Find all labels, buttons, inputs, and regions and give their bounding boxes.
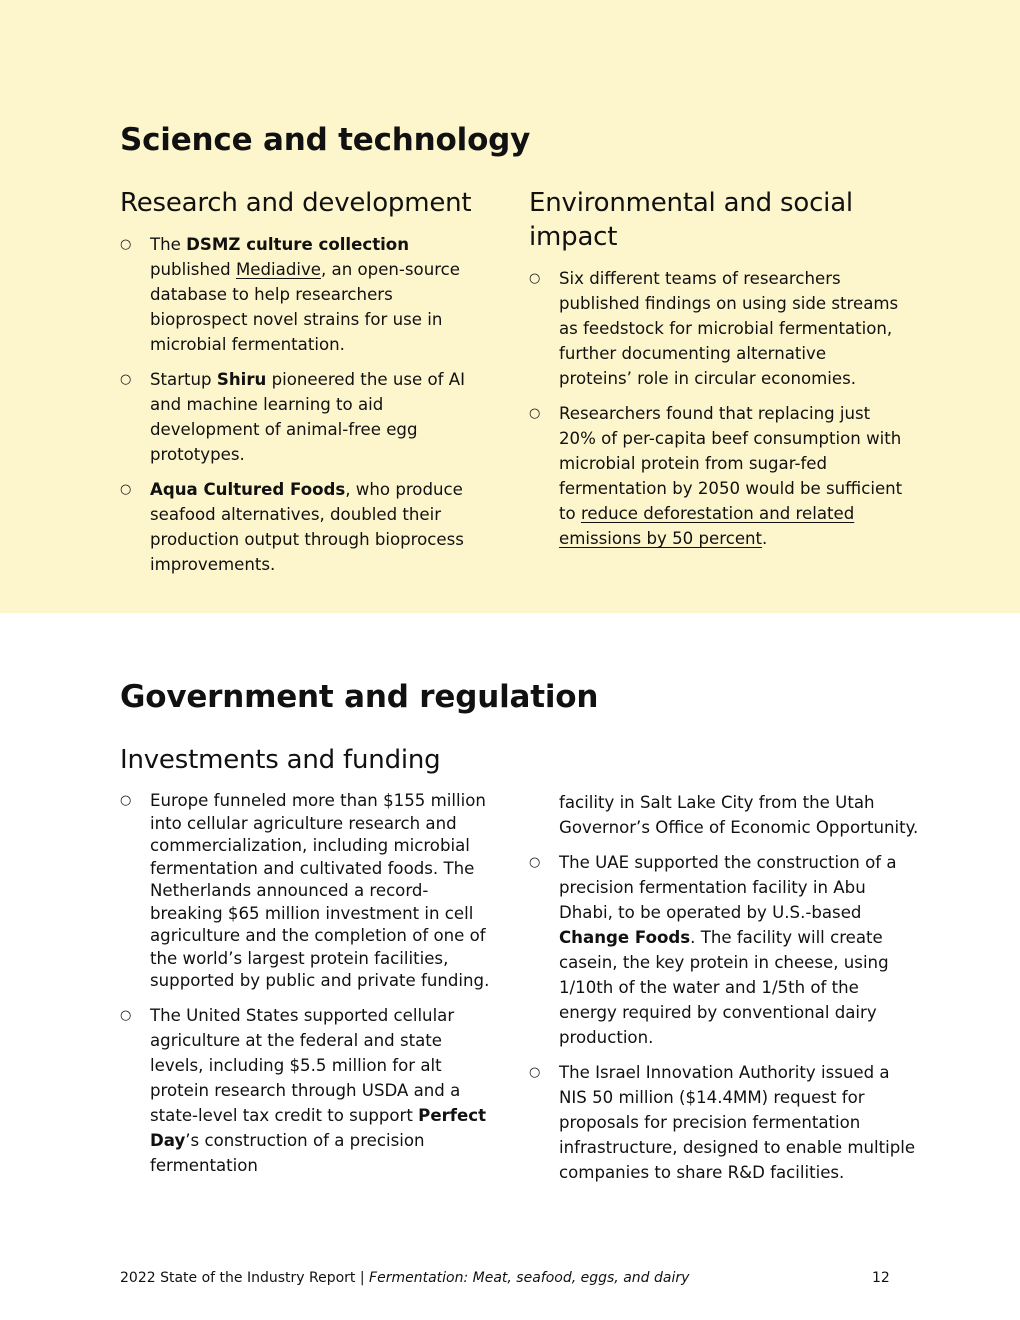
funding-list-right: [529, 790, 921, 1195]
list-item: ○ The United States supported cellular agriculture at the federal and state levels, including $5.5 million for alt protein research through USDA and a state-level tax credit to support Perfect Day’s construction of a precision fermentation: [120, 1003, 492, 1178]
env-list: [529, 266, 903, 561]
funding-list-left: [120, 790, 492, 1188]
heading-research-development: Research and development: [120, 188, 472, 218]
bullet-icon: ○: [529, 406, 541, 421]
heading-investments-funding: Investments and funding: [120, 745, 441, 775]
list-item: ○ Europe funneled more than $155 million into cellular agriculture research and commercialization, including microbial fermentation and cultivated foods. The Netherlands announced a record-breaking $65 million investment in cell agriculture and the completion of one of the world’s largest protein facilities, supported by public and private funding.: [120, 791, 490, 990]
org-name: Change Foods: [559, 928, 691, 947]
footer-report-title: 2022 State of the Industry Report | Fermentation: Meat, seafood, eggs, and dairy: [120, 1270, 690, 1286]
bullet-icon: ○: [529, 271, 541, 286]
section-title-science: Science and technology: [120, 122, 531, 158]
org-name: DSMZ culture collection: [186, 235, 410, 254]
page-number: 12: [872, 1270, 890, 1286]
bullet-icon: ○: [120, 1007, 132, 1023]
bullet-icon: ○: [529, 1065, 541, 1080]
list-item-continuation: facility in Salt Lake City from the Utah Governor’s Office of Economic Opportunity.: [559, 793, 919, 837]
list-item: ○ The DSMZ culture collection published Mediadive, an open-source database to help researchers bioprospect novel strains for use in microbial fermentation.: [120, 232, 492, 357]
bullet-icon: ○: [529, 855, 541, 870]
list-item: ○ The UAE supported the construction of a precision fermentation facility in Abu Dhabi, to be operated by U.S.-based Change Foods. The facility will create casein, the key protein in cheese, using 1/10th of the water and 1/5th of the energy required by conventional dairy production.: [529, 850, 921, 1050]
rd-list: [120, 232, 492, 587]
bullet-icon: ○: [120, 237, 132, 252]
org-name: Perfect Day: [150, 1105, 487, 1150]
heading-environmental-social-impact: Environmental and social impact: [529, 188, 853, 252]
list-item: ○ Aqua Cultured Foods, who produce seafood alternatives, doubled their production output through bioprocess improvements.: [120, 477, 492, 577]
bullet-icon: ○: [120, 372, 132, 387]
list-item: ○ The Israel Innovation Authority issued a NIS 50 million ($14.4MM) request for proposals for precision fermentation infrastructure, designed to enable multiple companies to share R&D facilities.: [529, 1060, 921, 1185]
list-item: ○ Six different teams of researchers published findings on using side streams as feedstock for microbial fermentation, further documenting alternative proteins’ role in circular economies.: [529, 266, 903, 391]
bullet-icon: ○: [120, 482, 132, 497]
bullet-icon: ○: [120, 793, 132, 808]
deforestation-link[interactable]: reduce deforestation and related emissions by 50 percent: [559, 504, 855, 548]
list-item: ○ Startup Shiru pioneered the use of AI and machine learning to aid development of animal-free egg prototypes.: [120, 367, 492, 467]
mediadive-link[interactable]: Mediadive: [235, 260, 321, 279]
footer-subtitle: Fermentation: Meat, seafood, eggs, and dairy: [369, 1270, 690, 1286]
section-title-government: Government and regulation: [120, 679, 599, 715]
org-name: Aqua Cultured Foods: [150, 480, 346, 499]
list-item: ○ Researchers found that replacing just 20% of per-capita beef consumption with microbial protein from sugar-fed fermentation by 2050 would be sufficient to reduce deforestation and related emissions by 50 percent.: [529, 401, 903, 551]
org-name: Shiru: [216, 370, 267, 389]
